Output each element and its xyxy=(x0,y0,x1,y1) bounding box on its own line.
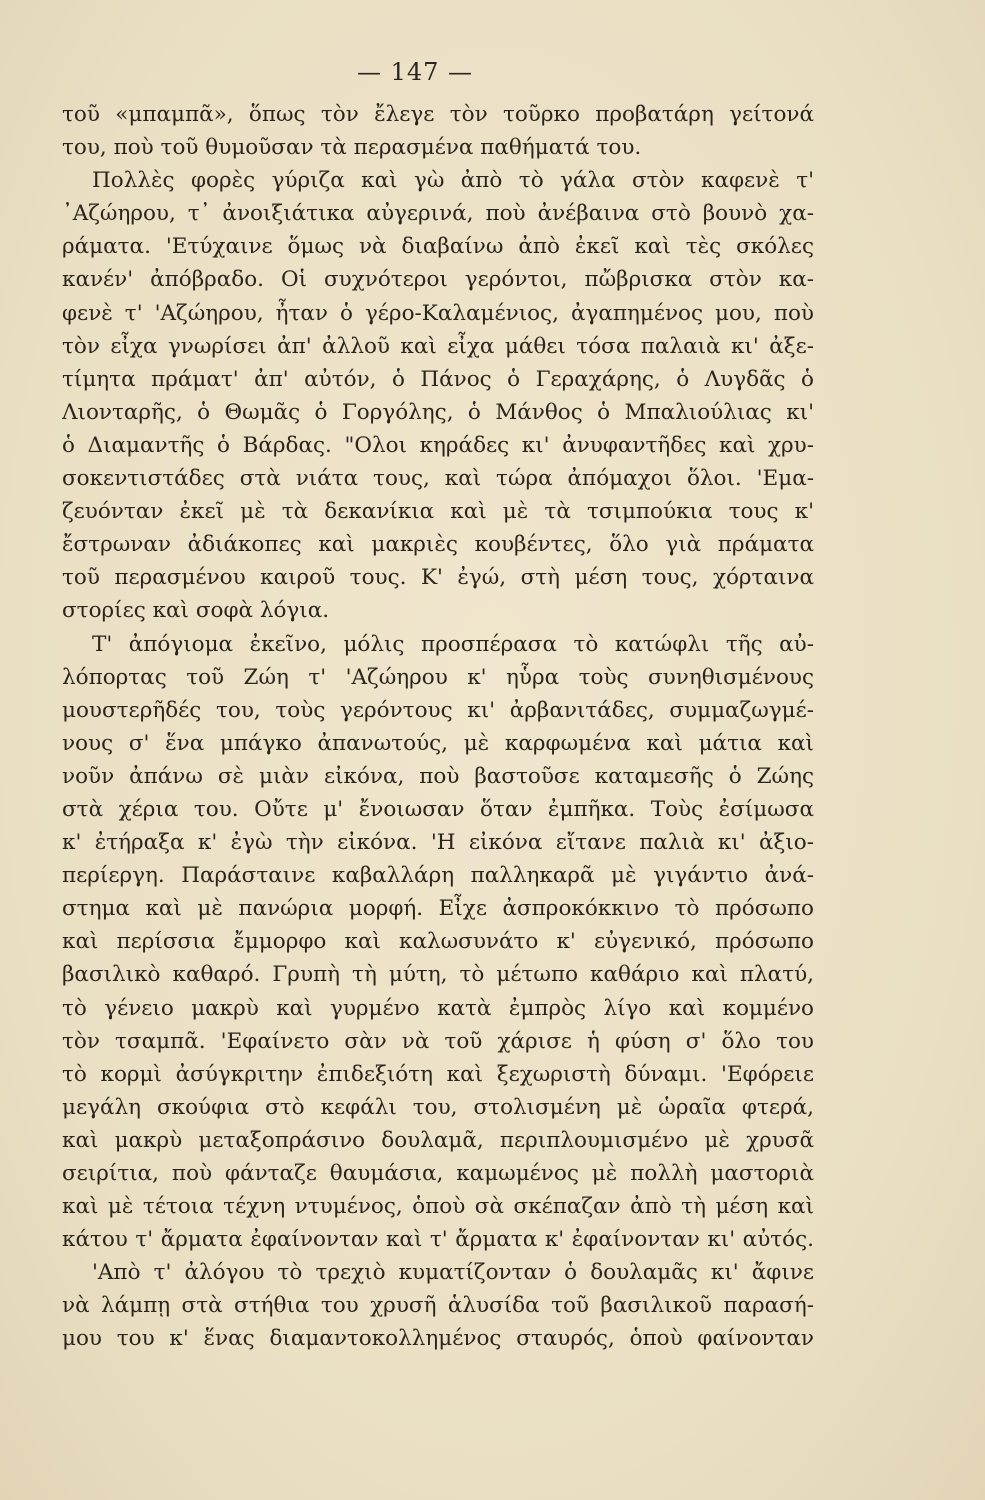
text-line: ὁ Διαμαντῆς ὁ Βάρδας. "Ολοι κηράδες κι' ἀνυφαντῆδες καὶ χρυ- xyxy=(62,432,814,458)
text-line: Τ' ἀπόγιομα ἐκεῖνο, μόλις προσπέρασα τὸ κατώφλι τῆς αὐ- xyxy=(92,631,814,657)
text-line: τοῦ περασμένου καιροῦ τους. Κ' ἐγώ, στὴ μέση τους, χόρταινα xyxy=(62,565,814,591)
text-line: λόπορτας τοῦ Ζώη τ' 'Αζώηρου κ' ηὗρα τοὺς συνηθισμένους xyxy=(62,664,814,690)
text-line: Λιονταρῆς, ὁ Θωμᾶς ὁ Γοργόλης, ὁ Μάνθος ὁ Μπαλιούλιας κι' xyxy=(62,399,814,425)
text-line: καὶ μὲ τέτοια τέχνη ντυμένος, ὁποὺ σὰ σκέπαζαν ἀπὸ τὴ μέση καὶ xyxy=(62,1194,814,1220)
text-line: περίεργη. Παράσταινε καβαλλάρη παλληκαρᾶ μὲ γιγάντιο ἀνά- xyxy=(62,863,814,889)
text-line: μου του κ' ἕνας διαμαντοκολλημένος σταυρός, ὁποὺ φαίνονταν xyxy=(62,1326,814,1352)
text-line: ράματα. 'Ετύχαινε ὅμως νὰ διαβαίνω ἀπὸ ἐκεῖ καὶ τὲς σκόλες xyxy=(62,234,814,260)
text-line: τὸν εἶχα γνωρίσει ἀπ' ἀλλοῦ καὶ εἶχα μάθει τόσα παλαιὰ κι' ἀξε- xyxy=(62,333,814,359)
page-number: — 147 — xyxy=(356,58,474,86)
text-line: στημα καὶ μὲ πανώρια μορφή. Εἶχε ἀσπροκόκκινο τὸ πρόσωπο xyxy=(62,896,814,922)
text-line: σοκεντιστάδες στὰ νιάτα τους, καὶ τώρα ἀπόμαχοι ὅλοι. 'Εμα- xyxy=(62,466,814,492)
text-line: ζευόνταν ἐκεῖ μὲ τὰ δεκανίκια καὶ μὲ τὰ τσιμπούκια τους κ' xyxy=(62,499,814,525)
text-line: καὶ μακρὺ μεταξοπράσινο δουλαμᾶ, περιπλουμισμένο μὲ χρυσᾶ xyxy=(62,1127,814,1153)
text-line: μεγάλη σκούφια στὸ κεφάλι του, στολισμένη μὲ ὡραῖα φτερά, xyxy=(62,1094,814,1120)
text-line: στὰ χέρια του. Οὔτε μ' ἔνοιωσαν ὅταν ἐμπῆκα. Τοὺς ἐσίμωσα xyxy=(62,796,814,822)
text-line: στορίες καὶ σοφὰ λόγια. xyxy=(62,598,330,624)
text-line: τὸν τσαμπᾶ. 'Εφαίνετο σὰν νὰ τοῦ χάρισε ἡ φύση σ' ὅλο του xyxy=(62,1028,814,1054)
text-line: νοῦν ἀπάνω σὲ μιὰν εἰκόνα, ποὺ βαστοῦσε καταμεσῆς ὁ Ζώης xyxy=(62,763,814,789)
text-line: κάτου τ' ἄρματα ἐφαίνονταν καὶ τ' ἄρματα κ' ἐφαίνονταν κι' αὐτός. xyxy=(62,1227,814,1253)
text-line: κ' ἐτήραξα κ' ἐγὼ τὴν εἰκόνα. 'Η εἰκόνα εἴτανε παλιὰ κι' ἀξιο- xyxy=(62,830,814,856)
text-line: ἔστρωναν ἀδιάκοπες καὶ μακριὲς κουβέντες, ὅλο γιὰ πράματα xyxy=(62,532,814,558)
text-line: κανέν' ἀπόβραδο. Οἱ συχνότεροι γερόντοι, πὤβρισκα στὸν κα- xyxy=(62,267,814,293)
text-line: σειρίτια, ποὺ φάνταζε θαυμάσια, καμωμένος μὲ πολλὴ μαστοριὰ xyxy=(62,1161,814,1186)
text-line: μουστερῆδές του, τοὺς γερόντους κι' ἀρβανιτάδες, συμμαζωγμέ- xyxy=(62,697,814,723)
text-line: τὸ γένειο μακρὺ καὶ γυρμένο κατὰ ἐμπρὸς λίγο καὶ κομμένο xyxy=(62,995,814,1021)
text-line: βασιλικὸ καθαρό. Γρυπὴ τὴ μύτη, τὸ μέτωπο καθάριο καὶ πλατύ, xyxy=(62,962,814,988)
text-line: ᾿Αζώηρου, τ᾿ ἀνοιξιάτικα αὐγερινά, ποὺ ἀνέβαινα στὸ βουνὸ χα- xyxy=(62,201,814,227)
text-line: τὸ κορμὶ ἀσύγκριτην ἐπιδεξιότη καὶ ξεχωριστὴ δύναμι. 'Εφόρειε xyxy=(62,1061,814,1087)
text-line: φενὲ τ' 'Αζώηρου, ἦταν ὁ γέρο-Καλαμένιος, ἀγαπημένος μου, ποὺ xyxy=(62,300,814,326)
text-line: νους σ' ἕνα μπάγκο ἀπανωτούς, μὲ καρφωμένα καὶ μάτια καὶ xyxy=(62,730,814,756)
text-line: τίμητα πράματ' ἀπ' αὐτόν, ὁ Πάνος ὁ Γεραχάρης, ὁ Λυγδᾶς ὁ xyxy=(62,366,814,392)
text-line: τοῦ «μπαμπᾶ», ὅπως τὸν ἔλεγε τὸν τοῦρκο προβατάρη γείτονά xyxy=(62,102,814,127)
text-line: νὰ λάμπῃ στὰ στήθια του χρυσῆ ἁλυσίδα τοῦ βασιλικοῦ παρασή- xyxy=(62,1293,814,1319)
text-line: του, ποὺ τοῦ θυμοῦσαν τὰ περασμένα παθήματά του. xyxy=(62,135,642,161)
body-text xyxy=(62,98,814,1356)
text-line: Πολλὲς φορὲς γύριζα καὶ γὼ ἀπὸ τὸ γάλα στὸν καφενὲ τ' xyxy=(92,168,814,194)
text-line: καὶ περίσσια ἔμμορφο καὶ καλωσυνάτο κ' εὐγενικό, πρόσωπο xyxy=(62,929,814,955)
text-line: 'Απὸ τ' ἀλόγου τὸ τρεχιὸ κυματίζονταν ὁ δουλαμᾶς κι' ἄφινε xyxy=(92,1260,814,1286)
